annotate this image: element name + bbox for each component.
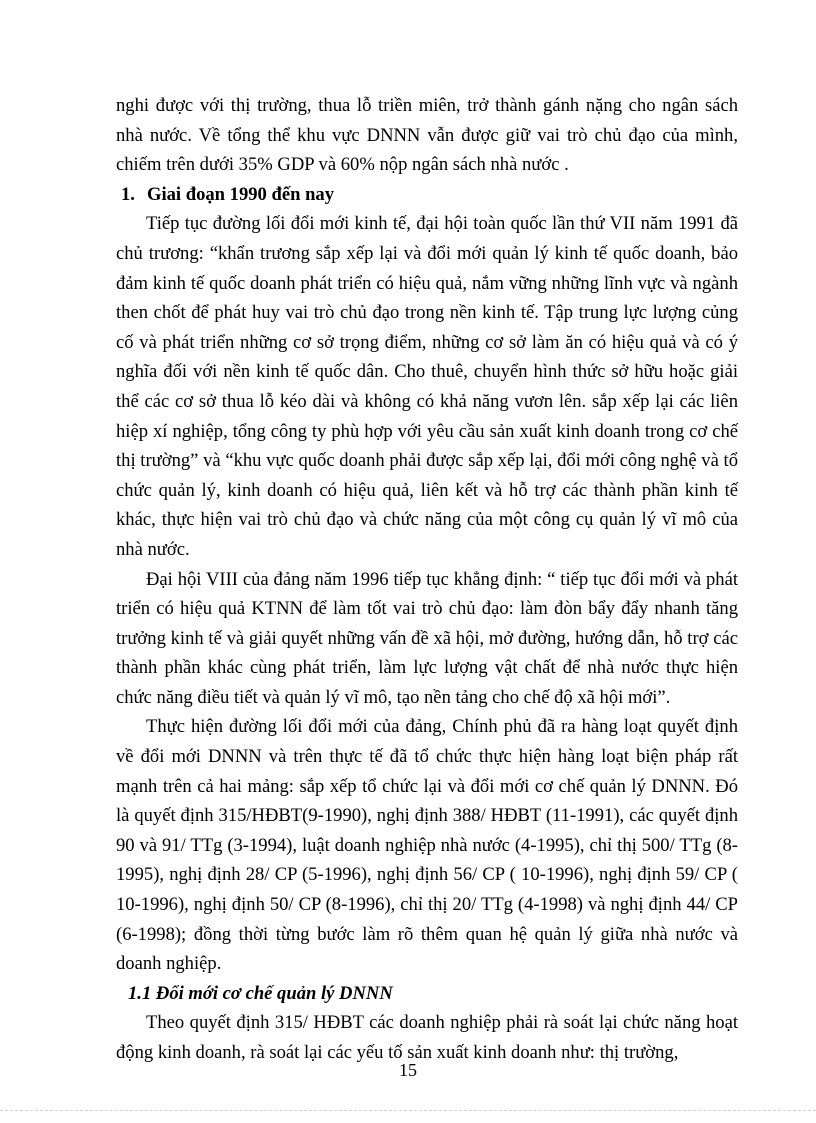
section-heading xyxy=(116,180,738,210)
paragraph-decision-315: Theo quyết định 315/ HĐBT các doanh nghiệp phải rà soát lại chức năng hoạt động kinh doanh, rà soát lại các yếu tố sản xuất kinh doanh như: thị trường, xyxy=(116,1012,738,1063)
document-body xyxy=(116,91,738,1068)
paragraph-continuation: nghi được với thị trường, thua lỗ triền miên, trở thành gánh nặng cho ngân sách nhà nước. Về tổng thể khu vực DNNN vẫn được giữ vai trò chủ đạo của mình, chiếm trên dưới 35% GDP và 60% nộp ngân sách nhà nước . xyxy=(116,95,738,176)
section-number: 1. xyxy=(121,183,135,205)
paragraph-congress-vii: Tiếp tục đường lối đổi mới kinh tế, đại hội toàn quốc lần thứ VII năm 1991 đã chủ trương: “khẩn trương sắp xếp lại và đổi mới quản lý kinh tế quốc doanh, bảo đảm kinh tế quốc doanh phát triển có hiệu quả, nắm vững những lĩnh vực và ngành then chốt để phát huy vai trò chủ đạo trong nền kinh tế. Tập trung lực lượng củng cố và phát triển những cơ sở trọng điểm, những cơ sở làm ăn có hiệu quả và có ý nghĩa đối với nền kinh tế quốc dân. Cho thuê, chuyển hình thức sở hữu hoặc giải thể các cơ sở thua lỗ kéo dài và không có khả năng vươn lên. sắp xếp lại các liên hiệp xí nghiệp, tổng công ty phù hợp với yêu cầu sản xuất kinh doanh trong cơ chế thị trường” và “khu vực quốc doanh phải được sắp xếp lại, đổi mới công nghệ và tổ chức quản lý, kinh doanh có hiệu quả, liên kết và hỗ trợ các thành phần kinh tế khác, thực hiện vai trò chủ đạo và chức năng của một công cụ quản lý vĩ mô của nhà nước. xyxy=(116,213,738,560)
paragraph-congress-viii: Đại hội VIII của đảng năm 1996 tiếp tục khẳng định: “ tiếp tục đổi mới và phát triển có hiệu quả KTNN để làm tốt vai trò chủ đạo: làm đòn bẩy đẩy nhanh tăng trưởng kinh tế và giải quyết những vấn đề xã hội, mở đường, hướng dẫn, hỗ trợ các thành phần khác cùng phát triển, làm lực lượng vật chất để nhà nước thực hiện chức năng điều tiết và quản lý vĩ mô, tạo nền tảng cho chế độ xã hội mới”. xyxy=(116,568,738,708)
page-number: 15 xyxy=(399,1060,417,1080)
section-title: Giai đoạn 1990 đến nay xyxy=(147,183,335,205)
paragraph-government-decisions: Thực hiện đường lối đổi mới của đảng, Chính phủ đã ra hàng loạt quyết định về đổi mới DNNN và trên thực tế đã tổ chức thực hiện hàng loạt biện pháp rất mạnh trên cả hai mảng: sắp xếp tổ chức lại và đổi mới cơ chế quản lý DNNN. Đó là quyết định 315/HĐBT(9-1990), nghị định 388/ HĐBT (11-1991), các quyết định 90 và 91/ TTg (3-1994), luật doanh nghiệp nhà nước (4-1995), chỉ thị 500/ TTg (8-1995), nghị định 28/ CP (5-1996), nghị định 56/ CP ( 10-1996), nghị định 59/ CP ( 10-1996), nghị định 50/ CP (8-1996), chỉ thị 20/ TTg (4-1998) và nghị định 44/ CP (6-1998); đồng thời từng bước làm rõ thêm quan hệ quản lý giữa nhà nước và doanh nghiệp. xyxy=(116,716,738,975)
subsection-heading: 1.1 Đổi mới cơ chế quản lý DNNN xyxy=(128,982,393,1004)
page-bottom-divider xyxy=(0,1110,816,1111)
